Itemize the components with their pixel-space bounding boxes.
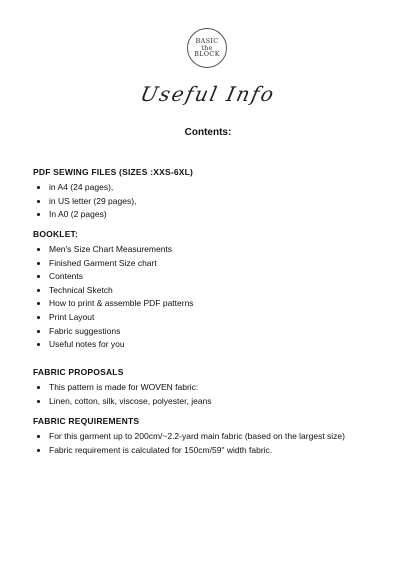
list-item: • Contents	[49, 270, 403, 284]
logo-line-1: BASIC	[195, 37, 219, 46]
section-heading: FABRIC PROPOSALS	[33, 367, 124, 377]
list-item: • in US letter (29 pages),	[49, 195, 403, 209]
contents-heading: Contents:	[184, 127, 232, 138]
section-heading: PDF SEWING FILES (SIZES :XXS-6XL)	[33, 167, 194, 177]
brand-logo	[187, 28, 227, 68]
list-item: • Useful notes for you	[49, 338, 403, 352]
list-item: • Fabric requirement is calculated for 150cm/59" width fabric.	[49, 444, 403, 458]
list-item: • Finished Garment Size chart	[49, 257, 403, 271]
logo-line-2: the	[201, 43, 213, 52]
logo-line-3: BLOCK	[194, 50, 220, 59]
list-item: • Men's Size Chart Measurements	[49, 243, 403, 257]
section-booklet	[33, 229, 403, 352]
list-item: • in A4 (24 pages),	[49, 181, 403, 195]
section-list	[33, 243, 403, 352]
section-list	[33, 430, 403, 457]
list-item: • Print Layout	[49, 311, 403, 325]
section-list	[33, 381, 403, 408]
list-item: • This pattern is made for WOVEN fabric:	[49, 381, 403, 395]
list-item: • For this garment up to 200cm/~2.2-yard main fabric (based on the largest size)	[49, 430, 403, 444]
list-item: • Fabric suggestions	[49, 325, 403, 339]
list-item: • In A0 (2 pages)	[49, 208, 403, 222]
section-heading: BOOKLET:	[33, 229, 79, 239]
section-fabric-requirements	[33, 416, 403, 457]
section-heading: FABRIC REQUIREMENTS	[33, 416, 140, 426]
list-item: • Technical Sketch	[49, 284, 403, 298]
section-list	[33, 181, 403, 222]
list-item: • Linen, cotton, silk, viscose, polyester, jeans	[49, 395, 403, 409]
page-title: Useful Info	[138, 82, 278, 106]
section-fabric-proposals	[33, 367, 403, 408]
section-pdf-sewing-files	[33, 167, 403, 222]
list-item: • How to print & assemble PDF patterns	[49, 297, 403, 311]
